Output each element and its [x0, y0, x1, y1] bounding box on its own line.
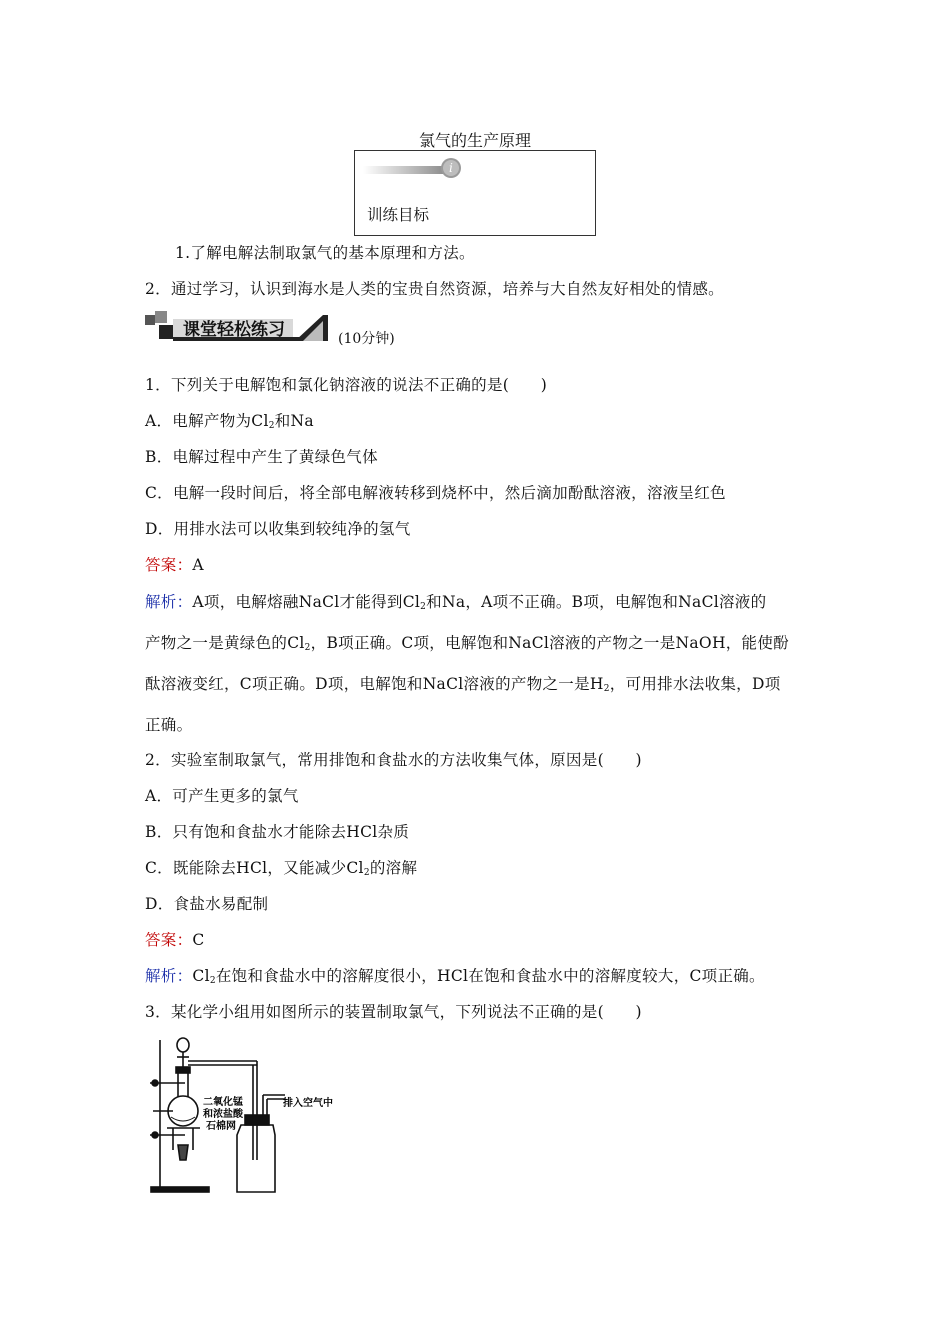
q2-option-b: B．只有饱和食盐水才能除去HCl杂质 [145, 823, 410, 841]
q2-option-a: A．可产生更多的氯气 [145, 787, 299, 805]
q1-analysis-line-1: 解析：A项，电解熔融NaCl才能得到$Cl_2$和Na，A项不正确。B项，电解饱和NaCl溶液的 [145, 593, 767, 612]
section-label: 课堂轻松练习 [183, 320, 285, 340]
q2-option-c: C．既能除去HCl，又能减少$Cl_2$的溶解 [145, 859, 418, 878]
q2-option-d: D．食盐水易配制 [145, 895, 269, 913]
training-target-label: 训练目标 [367, 206, 430, 224]
q1-answer: 答案：A [145, 556, 204, 574]
chlorine-apparatus-figure [145, 1035, 375, 1200]
q1-stem: 1．下列关于电解饱和氯化钠溶液的说法不正确的是( ) [145, 376, 548, 394]
q2-stem: 2．实验室制取氯气，常用排饱和食盐水的方法收集气体，原因是( ) [145, 751, 642, 769]
q3-stem: 3．某化学小组用如图所示的装置制取氯气，下列说法不正确的是( ) [145, 1003, 642, 1021]
q1-analysis-line-2: 产物之一是黄绿色的$Cl_2$，B项正确。C项，电解饱和NaCl溶液的产物之一是NaOH，能使酚 [145, 634, 789, 653]
objective-2: 2．通过学习，认识到海水是人类的宝贵自然资源，培养与大自然友好相处的情感。 [145, 280, 724, 298]
svg-text:i: i [449, 161, 453, 175]
training-target-box [354, 150, 596, 236]
label-mno2: 二氧化锰 [203, 1097, 243, 1108]
q1-option-d: D．用排水法可以收集到较纯净的氢气 [145, 520, 411, 538]
info-banner-icon [363, 157, 463, 179]
label-asbestos-gauze: 石棉网 [206, 1121, 236, 1132]
q2-analysis: 解析：$Cl_2$在饱和食盐水中的溶解度很小，HCl在饱和食盐水中的溶解度较大，C项正确。 [145, 967, 765, 986]
objective-1: 1.了解电解法制取氯气的基本原理和方法。 [175, 244, 475, 262]
q1-analysis-line-3: 酞溶液变红，C项正确。D项，电解饱和NaCl溶液的产物之一是$H_2$，可用排水法收集，D项 [145, 675, 781, 694]
section-time: (10分钟) [338, 331, 395, 347]
q1-option-a: A．电解产物为$Cl_2$和Na [145, 412, 314, 431]
page-title: 氯气的生产原理 [418, 131, 531, 150]
q1-analysis-line-4: 正确。 [145, 716, 193, 734]
label-exhaust: 排入空气中 [283, 1098, 333, 1109]
q1-option-b: B．电解过程中产生了黄绿色气体 [145, 448, 378, 466]
label-conc-hcl: 和浓盐酸 [203, 1109, 243, 1120]
q2-answer: 答案：C [145, 931, 205, 949]
q1-option-c: C．电解一段时间后，将全部电解液转移到烧杯中，然后滴加酚酞溶液，溶液呈红色 [145, 484, 726, 502]
